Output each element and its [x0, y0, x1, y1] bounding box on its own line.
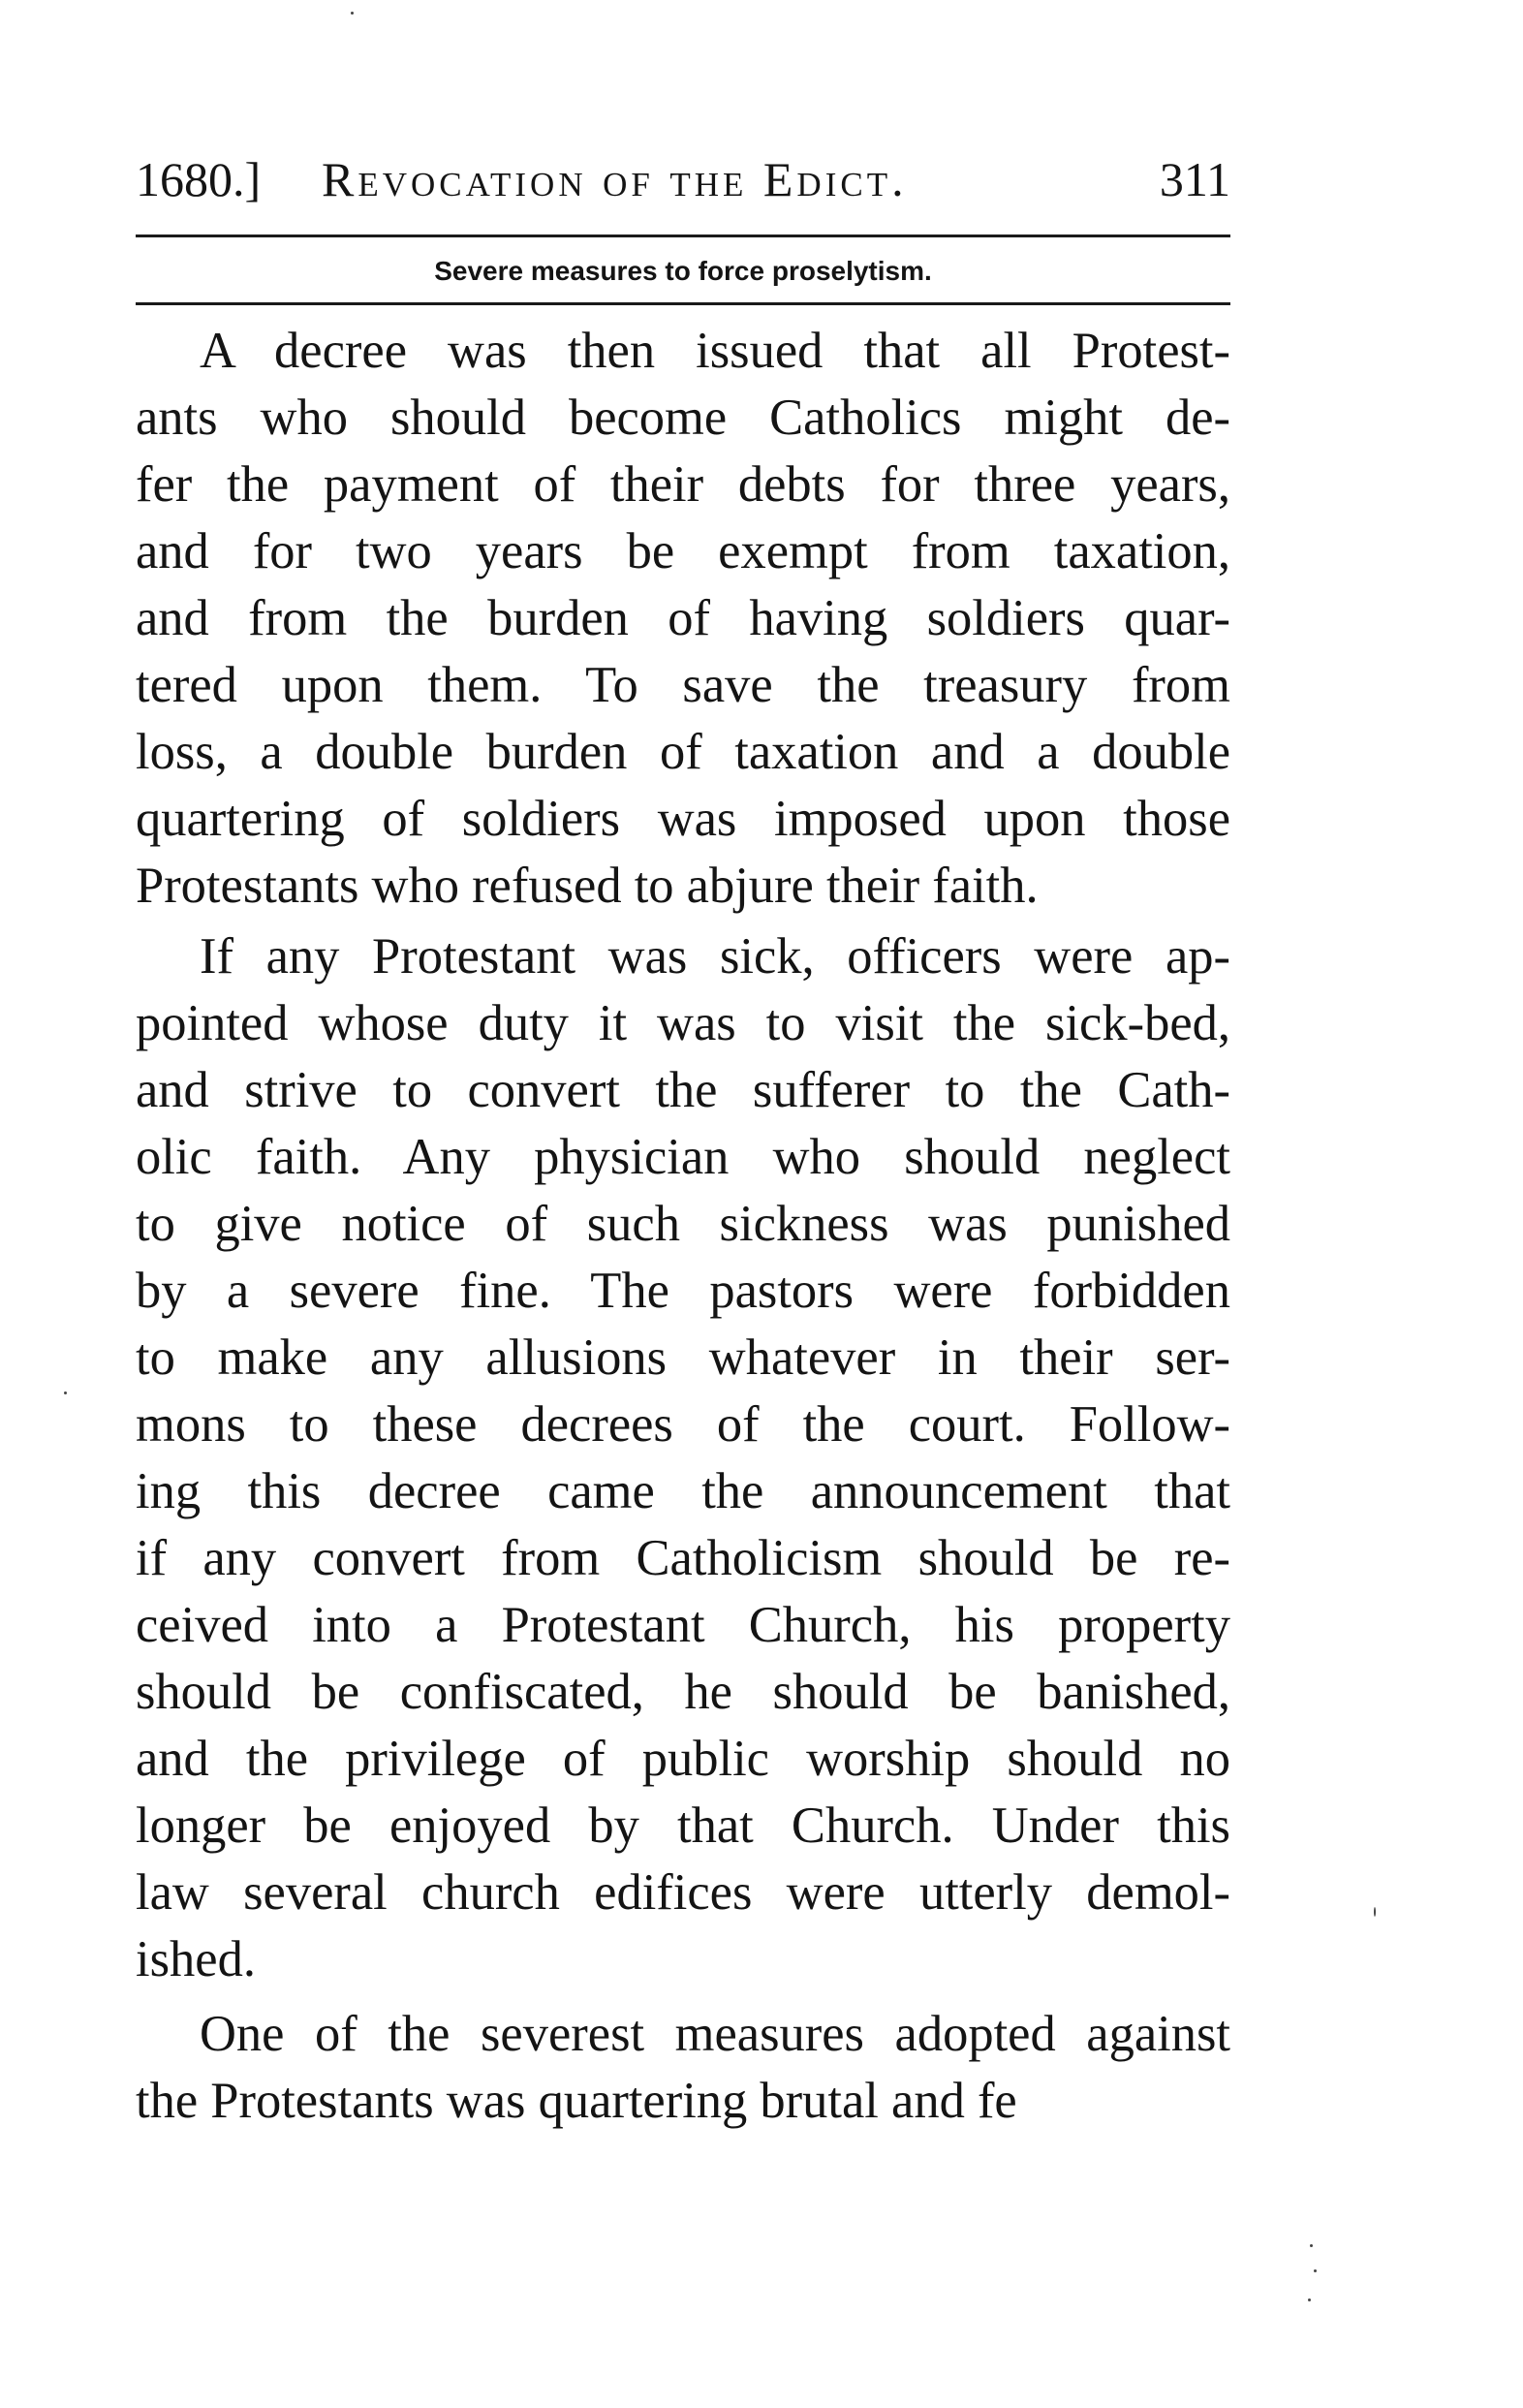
running-header [136, 145, 1230, 213]
text-line: loss, a double burden of taxation and a double [136, 724, 1230, 780]
text-line: ceived into a Protestant Church, his property [136, 1597, 1230, 1653]
scan-speck [1374, 1907, 1376, 1917]
paragraph-1 [136, 318, 1230, 920]
body-text [136, 318, 1230, 2135]
text-line: the Protestants was quartering brutal and fe [136, 2073, 1017, 2129]
text-line: ing this decree came the announcement that [136, 1463, 1230, 1519]
text-line: A decree was then issued that all Protest- [200, 323, 1230, 379]
text-line: mons to these decrees of the court. Follow- [136, 1396, 1230, 1453]
text-line: and the privilege of public worship should no [136, 1731, 1230, 1787]
header-rule-top [136, 235, 1230, 237]
text-line: ished. [136, 1931, 256, 1987]
text-line: and from the burden of having soldiers quar- [136, 590, 1230, 646]
page-number: 311 [1159, 152, 1230, 206]
scan-speck [1314, 2269, 1317, 2272]
text-line: if any convert from Catholicism should be re- [136, 1530, 1230, 1586]
scan-speck [1310, 2244, 1313, 2247]
paragraph-3 [136, 2001, 1230, 2135]
text-line: should be confiscated, he should be banished, [136, 1664, 1230, 1720]
header-title: Revocation of the Edict. [322, 152, 908, 206]
text-line: to make any allusions whatever in their ser- [136, 1329, 1230, 1386]
text-line: quartering of soldiers was imposed upon those [136, 791, 1230, 847]
text-line: and for two years be exempt from taxation, [136, 523, 1230, 579]
text-line: If any Protestant was sick, officers were ap- [200, 928, 1230, 985]
text-line: Protestants who refused to abjure their faith. [136, 858, 1039, 914]
header-year: 1680.] [136, 152, 262, 206]
text-line: ants who should become Catholics might de- [136, 390, 1230, 446]
text-line: to give notice of such sickness was punished [136, 1196, 1230, 1252]
paragraph-2 [136, 923, 1230, 1993]
text-line: law several church edifices were utterly demol- [136, 1864, 1230, 1921]
text-line: longer be enjoyed by that Church. Under this [136, 1798, 1230, 1854]
text-line: and strive to convert the sufferer to the Cath- [136, 1062, 1230, 1118]
text-line: fer the payment of their debts for three years, [136, 456, 1230, 513]
scan-speck [64, 1392, 67, 1394]
text-line: olic faith. Any physician who should neglect [136, 1129, 1230, 1185]
text-line: pointed whose duty it was to visit the sick-bed, [136, 995, 1230, 1051]
text-line: by a severe fine. The pastors were forbidden [136, 1263, 1230, 1319]
scan-speck [1308, 2299, 1311, 2301]
scan-speck [351, 12, 354, 15]
text-line: One of the severest measures adopted against [200, 2006, 1230, 2062]
header-rule-bottom [136, 302, 1230, 305]
section-subheading: Severe measures to force proselytism. [434, 256, 932, 286]
text-line: tered upon them. To save the treasury from [136, 657, 1230, 713]
